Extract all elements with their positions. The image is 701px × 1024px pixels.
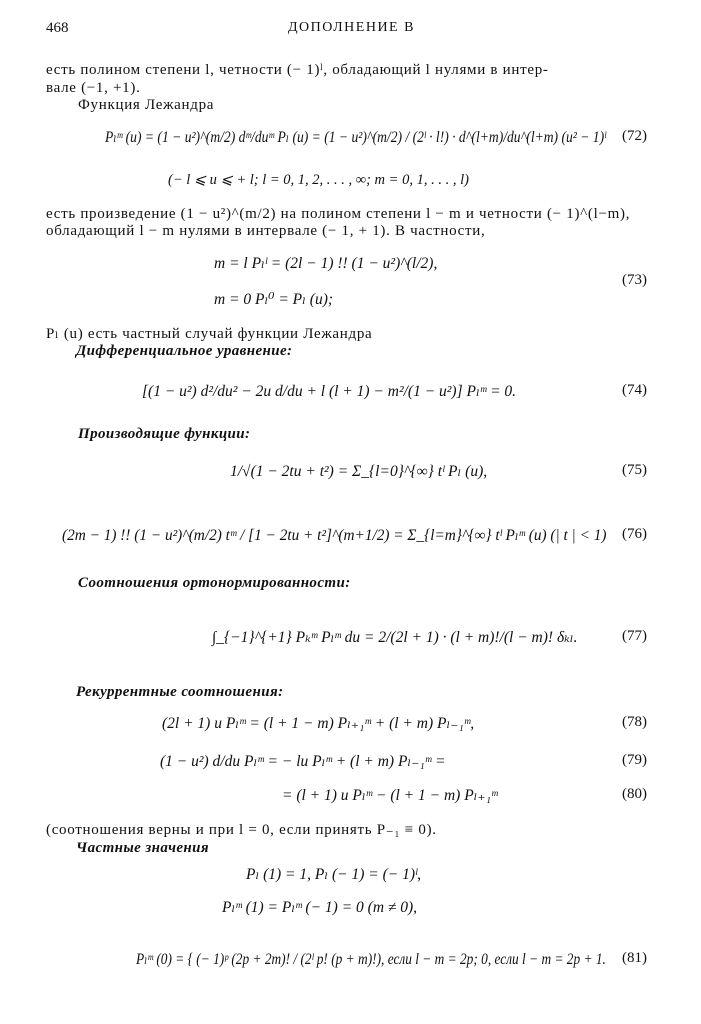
equation-number: (80) bbox=[622, 786, 647, 802]
section-heading: Рекуррентные соотношения: bbox=[76, 684, 284, 700]
paragraph-line: обладающий l − m нулями в интервале (− 1, + 1). В частности, bbox=[46, 223, 486, 239]
equation-number: (75) bbox=[622, 462, 647, 478]
equation-number: (74) bbox=[622, 382, 647, 398]
equation-line: ∫_{−1}^{+1} Pₖᵐ Pₗᵐ du = 2/(2l + 1) · (l + m)!/(l − m)! δₖₗ. bbox=[212, 629, 578, 646]
equation-line: Pₗᵐ (u) = (1 − u²)^(m/2) dᵐ/duᵐ Pₗ (u) = (1 − u²)^(m/2) / (2ˡ · l!) · d^(l+m)/du^(l+m) (u² − 1)ˡ bbox=[105, 129, 606, 146]
equation-line: Pₗ (1) = 1, Pₗ (− 1) = (− 1)ˡ, bbox=[246, 866, 422, 883]
page-number: 468 bbox=[46, 20, 69, 36]
equation-line: = (l + 1) u Pₗᵐ − (l + 1 − m) Pₗ₊₁ᵐ bbox=[282, 787, 498, 804]
paragraph-line: есть полином степени l, четности (− 1)ˡ, обладающий l нулями в интер- bbox=[46, 62, 549, 78]
equation-line: m = l Pₗˡ = (2l − 1) !! (1 − u²)^(l/2), bbox=[214, 255, 438, 272]
equation-number: (77) bbox=[622, 628, 647, 644]
equation-line: (2l + 1) u Pₗᵐ = (l + 1 − m) Pₗ₊₁ᵐ + (l + m) Pₗ₋₁ᵐ, bbox=[162, 715, 475, 732]
equation-line: m = 0 Pₗ⁰ = Pₗ (u); bbox=[214, 291, 334, 308]
paragraph-line: вале (−1, +1). bbox=[46, 80, 141, 96]
equation-number: (78) bbox=[622, 714, 647, 730]
equation-number: (73) bbox=[622, 272, 647, 288]
section-heading: Дифференциальное уравнение: bbox=[76, 343, 293, 359]
equation-line: Pₗᵐ (1) = Pₗᵐ (− 1) = 0 (m ≠ 0), bbox=[222, 899, 418, 916]
equation-line: 1/√(1 − 2tu + t²) = Σ_{l=0}^{∞} tˡ Pₗ (u), bbox=[230, 463, 488, 480]
equation-condition: (− l ⩽ u ⩽ + l; l = 0, 1, 2, . . . , ∞; m = 0, 1, . . . , l) bbox=[168, 172, 469, 188]
equation-line: [(1 − u²) d²/du² − 2u d/du + l (l + 1) − m²/(1 − u²)] Pₗᵐ = 0. bbox=[142, 383, 517, 400]
equation-number: (81) bbox=[622, 950, 647, 966]
equation-number: (79) bbox=[622, 752, 647, 768]
paragraph-line: Функция Лежандра bbox=[78, 97, 215, 113]
equation-line: (2m − 1) !! (1 − u²)^(m/2) tᵐ / [1 − 2tu + t²]^(m+1/2) = Σ_{l=m}^{∞} tˡ Pₗᵐ (u) (| t | < 1) bbox=[62, 527, 607, 544]
equation-number: (72) bbox=[622, 128, 647, 144]
equation-line: Pₗᵐ (0) = { (− 1)ᵖ (2p + 2m)! / (2ˡ p! (p + m)!), если l − m = 2p; 0, если l − m = 2p + 1. bbox=[136, 951, 606, 968]
paragraph-line: (соотношения верны и при l = 0, если принять P₋₁ ≡ 0). bbox=[46, 822, 437, 838]
equation-line: (1 − u²) d/du Pₗᵐ = − lu Pₗᵐ + (l + m) Pₗ₋₁ᵐ = bbox=[160, 753, 446, 770]
section-heading: Производящие функции: bbox=[78, 426, 251, 442]
paragraph-line: Pₗ (u) есть частный случай функции Лежандра bbox=[46, 326, 373, 342]
running-title: ДОПОЛНЕНИЕ В bbox=[288, 20, 415, 35]
equation-number: (76) bbox=[622, 526, 647, 542]
paragraph-line: есть произведение (1 − u²)^(m/2) на полином степени l − m и четности (− 1)^(l−m), bbox=[46, 206, 631, 222]
section-heading: Частные значения bbox=[76, 840, 209, 856]
section-heading: Соотношения ортонормированности: bbox=[78, 575, 351, 591]
